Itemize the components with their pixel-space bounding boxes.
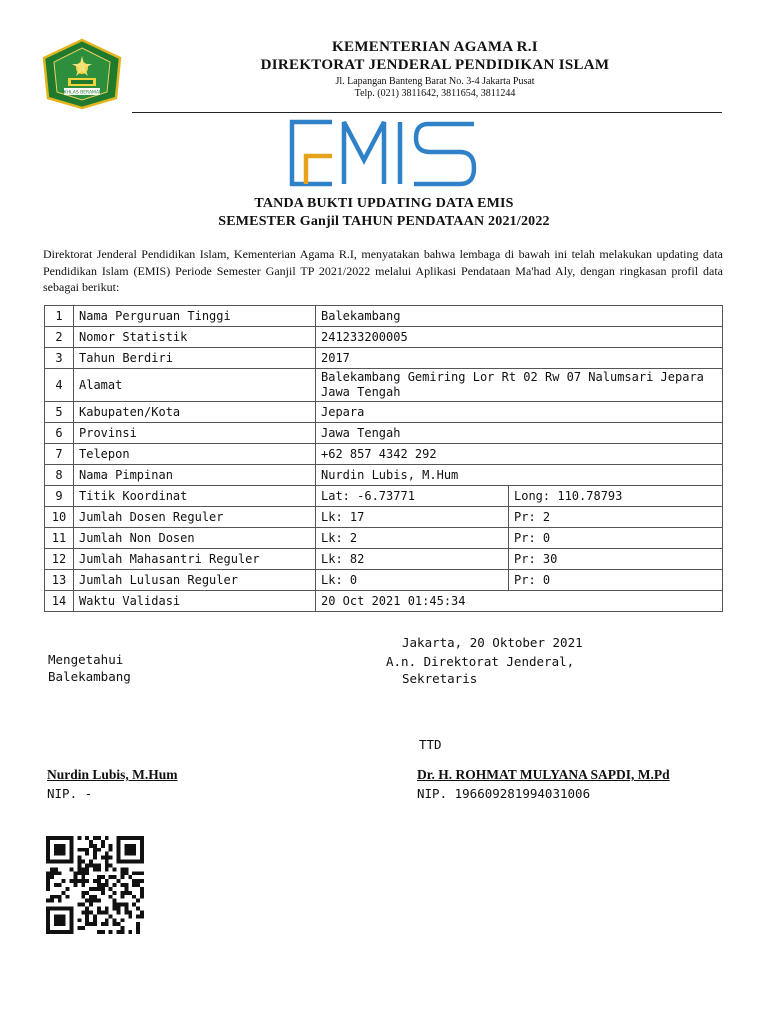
intro-paragraph: Direktorat Jenderal Pendidikan Islam, Kementerian Agama R.I, menyatakan bahwa lembaga di bawah ini telah melakukan updating data Pendidikan Islam (EMIS) Periode Semester Ganjil TP 2021/2022 melalui Aplikasi Pendataan Ma'had Aly, dengan ringkasan profil data sebagai berikut: [43, 247, 723, 294]
sign-place-date: Jakarta, 20 Oktober 2021 [402, 635, 583, 650]
row-label: Jumlah Mahasantri Reguler [74, 549, 316, 570]
kemenag-logo [40, 38, 124, 110]
row-value-left: Lat: -6.73771 [316, 486, 509, 507]
sign-role: Sekretaris [402, 671, 478, 686]
row-label: Telepon [74, 444, 316, 465]
emis-logo [288, 118, 480, 190]
row-value: Jepara [316, 402, 723, 423]
table-row [45, 528, 723, 549]
row-label: Kabupaten/Kota [74, 402, 316, 423]
header-address: Jl. Lapangan Banteng Barat No. 3-4 Jakarta Pusat [335, 76, 535, 87]
header-directorate: DIREKTORAT JENDERAL PENDIDIKAN ISLAM [260, 57, 610, 73]
row-number: 12 [45, 549, 74, 570]
row-value: Jawa Tengah [316, 423, 723, 444]
row-label: Nama Pimpinan [74, 465, 316, 486]
table-row [45, 348, 723, 369]
row-value-left: Lk: 82 [316, 549, 509, 570]
row-number: 5 [45, 402, 74, 423]
emis-logo-text: EMIS [288, 118, 291, 119]
row-value-left: Lk: 2 [316, 528, 509, 549]
doc-title: TANDA BUKTI UPDATING DATA EMIS [254, 196, 514, 211]
table-row [45, 591, 723, 612]
row-number: 2 [45, 327, 74, 348]
ttd-mark: TTD [419, 737, 442, 752]
row-label: Jumlah Non Dosen [74, 528, 316, 549]
table-row [45, 507, 723, 528]
logo-motto: IKHLAS BERAMAL [62, 90, 102, 96]
row-label: Jumlah Lulusan Reguler [74, 570, 316, 591]
row-label: Waktu Validasi [74, 591, 316, 612]
right-signer-name: Dr. H. ROHMAT MULYANA SAPDI, M.Pd [417, 767, 670, 782]
row-value: Balekambang Gemiring Lor Rt 02 Rw 07 Nalumsari Jepara Jawa Tengah [316, 369, 723, 402]
row-value-left: Lk: 17 [316, 507, 509, 528]
row-value: Balekambang [316, 306, 723, 327]
row-number: 10 [45, 507, 74, 528]
row-value-right: Pr: 2 [509, 507, 723, 528]
right-signer-nip: NIP. 196609281994031006 [417, 786, 591, 801]
row-value: 20 Oct 2021 01:45:34 [316, 591, 723, 612]
row-label: Nama Perguruan Tinggi [74, 306, 316, 327]
row-number: 13 [45, 570, 74, 591]
row-label: Provinsi [74, 423, 316, 444]
table-row [45, 369, 723, 402]
row-number: 6 [45, 423, 74, 444]
row-value-right: Pr: 0 [509, 570, 723, 591]
table-row [45, 465, 723, 486]
table-row [45, 486, 723, 507]
row-value-right: Long: 110.78793 [509, 486, 723, 507]
row-value-right: Pr: 0 [509, 528, 723, 549]
table-row [45, 549, 723, 570]
table-row [45, 402, 723, 423]
header-phone: Telp. (021) 3811642, 3811654, 3811244 [354, 88, 516, 99]
table-row [45, 444, 723, 465]
row-number: 3 [45, 348, 74, 369]
left-sign-title: Mengetahui [48, 652, 124, 667]
table-row [45, 327, 723, 348]
row-label: Nomor Statistik [74, 327, 316, 348]
row-label: Jumlah Dosen Reguler [74, 507, 316, 528]
row-number: 9 [45, 486, 74, 507]
qr-code [46, 836, 144, 934]
row-number: 8 [45, 465, 74, 486]
row-value-right: Pr: 30 [509, 549, 723, 570]
table-row [45, 306, 723, 327]
row-label: Titik Koordinat [74, 486, 316, 507]
row-value: 241233200005 [316, 327, 723, 348]
left-signer-name: Nurdin Lubis, M.Hum [47, 767, 178, 782]
row-number: 4 [45, 369, 74, 402]
row-number: 11 [45, 528, 74, 549]
row-value: Nurdin Lubis, M.Hum [316, 465, 723, 486]
table-row [45, 423, 723, 444]
row-value: +62 857 4342 292 [316, 444, 723, 465]
row-number: 14 [45, 591, 74, 612]
profile-table [44, 305, 723, 612]
row-number: 1 [45, 306, 74, 327]
row-label: Alamat [74, 369, 316, 402]
row-value-left: Lk: 0 [316, 570, 509, 591]
row-value: 2017 [316, 348, 723, 369]
doc-subtitle: SEMESTER Ganjil TAHUN PENDATAAN 2021/2022 [218, 214, 550, 229]
left-sign-org: Balekambang [48, 669, 131, 684]
sign-an: A.n. Direktorat Jenderal, [386, 654, 575, 669]
header-rule [132, 112, 722, 113]
row-label: Tahun Berdiri [74, 348, 316, 369]
row-number: 7 [45, 444, 74, 465]
table-row [45, 570, 723, 591]
left-signer-nip: NIP. - [47, 786, 93, 801]
header-ministry: KEMENTERIAN AGAMA R.I [332, 39, 538, 55]
